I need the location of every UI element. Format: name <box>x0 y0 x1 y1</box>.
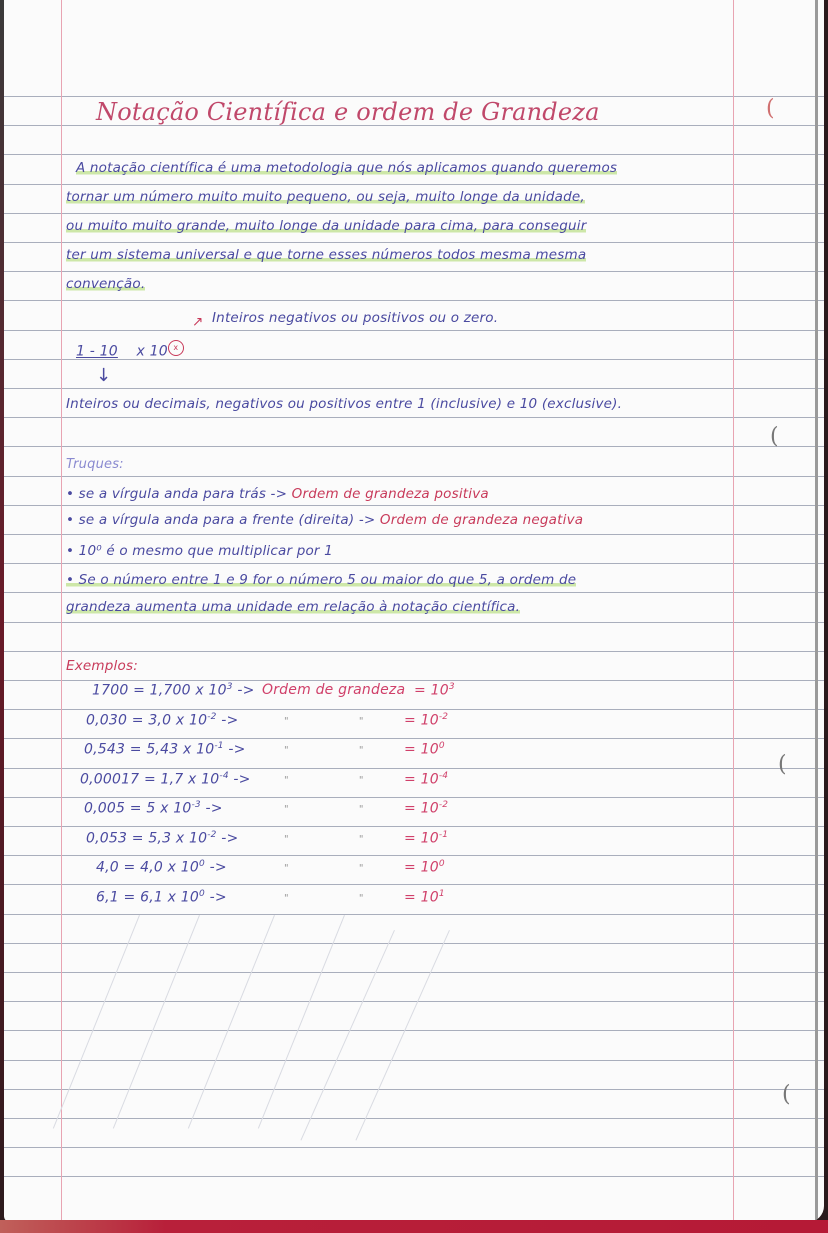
rule-line <box>4 855 824 856</box>
tip-result: Ordem de grandeza positiva <box>291 486 489 502</box>
ditto-marks: " " <box>284 804 364 815</box>
rule-line <box>4 1118 824 1119</box>
example-scientific: 6,1 x 10 <box>140 889 199 906</box>
order-of-magnitude: = $10^1$ <box>404 889 445 906</box>
mantissa-note: Inteiros ou decimais, negativos ou positivos entre 1 (inclusive) e 10 (exclusive). <box>66 396 623 412</box>
order-of-magnitude: = $10^{-1}$ <box>404 830 449 847</box>
page-bottom-edge <box>0 1220 828 1233</box>
rule-line <box>4 914 824 915</box>
tip-item: • Se o número entre 1 e 9 for o número 5 ou maior do que 5, a ordem de <box>66 572 577 588</box>
rule-line <box>4 242 824 243</box>
order-of-magnitude: = $10^{-2}$ <box>404 712 449 729</box>
rule-line <box>4 1176 824 1177</box>
ditto-marks: " " <box>284 893 364 904</box>
arrow-right-icon: ↗ <box>192 314 204 330</box>
faint-diagonal-line <box>188 915 275 1129</box>
intro-line: ter um sistema universal e que torne esses números todos mesma mesma <box>66 247 587 263</box>
faint-diagonal-line <box>258 915 345 1129</box>
example-sci-exponent: 0 <box>198 859 205 869</box>
ditto-marks: " " <box>284 745 364 756</box>
rule-line <box>4 1030 824 1031</box>
example-number: 1700 <box>92 682 129 699</box>
right-margin-line <box>733 0 734 1222</box>
example-number: 0,005 <box>84 800 126 817</box>
rule-line <box>4 738 824 739</box>
tips-heading: Truques: <box>66 457 124 472</box>
example-row: 6,1 = 6,1 x $10^0$ -> <box>96 889 227 906</box>
rule-line <box>4 768 824 769</box>
ditto-marks: " " <box>284 775 364 786</box>
order-of-magnitude: = $10^{-2}$ <box>404 800 449 817</box>
formula-mantissa: 1 - 10 <box>76 343 118 360</box>
formula <box>76 340 184 360</box>
rule-line <box>4 680 824 681</box>
tip-item: • se a vírgula anda para trás -> Ordem de grandeza positiva <box>66 486 489 502</box>
example-row: 0,543 = 5,43 x $10^{-1}$ -> <box>84 741 246 758</box>
rule-line <box>4 651 824 652</box>
example-row: 4,0 = 4,0 x $10^0$ -> <box>96 859 227 876</box>
intro-line: convenção. <box>66 276 146 292</box>
ditto-marks: " " <box>284 716 364 727</box>
order-of-magnitude: = $10^3$ <box>414 682 455 699</box>
example-row: 0,00017 = 1,7 x $10^{-4}$ -> <box>80 771 251 788</box>
example-row: 0,030 = 3,0 x $10^{-2}$ -> <box>86 712 239 729</box>
example-number: 0,00017 <box>80 771 140 788</box>
faint-diagonal-line <box>355 930 449 1141</box>
example-scientific: 5 x 10 <box>146 800 192 817</box>
margin-mark: ( <box>766 96 775 121</box>
rule-line <box>4 534 824 535</box>
example-scientific: 3,0 x 10 <box>148 712 208 729</box>
intro-line: A notação científica é uma metodologia que nós aplicamos quando queremos <box>76 160 618 176</box>
arrow-down-icon: ↓ <box>96 365 112 386</box>
example-number: 6,1 <box>96 889 119 906</box>
example-scientific: 1,700 x 10 <box>149 682 227 699</box>
example-number: 0,543 <box>84 741 126 758</box>
rule-line <box>4 797 824 798</box>
page-title: Notação Científica e ordem de Grandeza <box>96 98 600 126</box>
rule-line <box>4 505 824 506</box>
example-row: 0,005 = 5 x $10^{-3}$ -> <box>84 800 223 817</box>
rule-line <box>4 184 824 185</box>
example-sci-exponent: 3 <box>226 682 233 692</box>
rule-line <box>4 563 824 564</box>
order-of-magnitude: = $10^{-4}$ <box>404 771 449 788</box>
ditto-marks: " " <box>284 863 364 874</box>
rule-line <box>4 330 824 331</box>
formula-exponent: x <box>168 340 184 356</box>
rule-line <box>4 1060 824 1061</box>
rule-line <box>4 388 824 389</box>
rule-line <box>4 972 824 973</box>
tip-result: Ordem de grandeza negativa <box>379 512 584 528</box>
rule-line <box>4 446 824 447</box>
notebook-page <box>4 0 824 1222</box>
order-of-magnitude: = $10^0$ <box>404 741 445 758</box>
example-sci-exponent: 0 <box>198 889 205 899</box>
example-sci-exponent: -3 <box>191 800 201 810</box>
rule-line <box>4 1001 824 1002</box>
order-of-magnitude: = $10^0$ <box>404 859 445 876</box>
faint-diagonal-line <box>300 930 394 1141</box>
example-scientific: 5,3 x 10 <box>148 830 208 847</box>
example-sci-exponent: -2 <box>207 830 217 840</box>
tip-item: • 10⁰ é o mesmo que multiplicar por 1 <box>66 543 333 559</box>
rule-line <box>4 417 824 418</box>
tip-item: • se a vírgula anda para a frente (direita) -> Ordem de grandeza negativa <box>66 512 584 528</box>
rule-line <box>4 1147 824 1148</box>
rule-line <box>4 213 824 214</box>
example-sci-exponent: -4 <box>219 771 229 781</box>
binding-edge <box>815 0 818 1222</box>
example-number: 0,053 <box>86 830 128 847</box>
tip-continuation: grandeza aumenta uma unidade em relação à notação científica. <box>66 599 521 615</box>
rule-line <box>4 154 824 155</box>
rule-line <box>4 96 824 97</box>
example-scientific: 4,0 x 10 <box>140 859 199 876</box>
intro-line: ou muito muito grande, muito longe da unidade para cima, para conseguir <box>66 218 587 234</box>
examples-heading: Exemplos: <box>66 658 138 674</box>
rule-line <box>4 476 824 477</box>
example-sci-exponent: -1 <box>214 741 224 751</box>
intro-line: tornar um número muito muito pequeno, ou seja, muito longe da unidade, <box>66 189 585 205</box>
rule-line <box>4 300 824 301</box>
example-row: 1700 = 1,700 x $10^3$ -> <box>92 682 255 699</box>
left-margin-line <box>61 0 62 1222</box>
margin-mark: ( <box>770 424 779 449</box>
rule-line <box>4 271 824 272</box>
margin-mark: ( <box>782 1082 791 1107</box>
example-scientific: 5,43 x 10 <box>146 741 215 758</box>
example-number: 4,0 <box>96 859 119 876</box>
exponent-note: Inteiros negativos ou positivos ou o zero. <box>212 310 499 326</box>
margin-mark: ( <box>778 752 787 777</box>
rule-line <box>4 826 824 827</box>
rule-line <box>4 709 824 710</box>
example-row: 0,053 = 5,3 x $10^{-2}$ -> <box>86 830 239 847</box>
rule-line <box>4 622 824 623</box>
rule-line <box>4 592 824 593</box>
example-sci-exponent: -2 <box>207 712 217 722</box>
order-label: Ordem de grandeza <box>262 682 406 698</box>
example-scientific: 1,7 x 10 <box>160 771 220 788</box>
faint-diagonal-line <box>53 915 140 1129</box>
formula-times: x 10 <box>136 343 168 360</box>
example-number: 0,030 <box>86 712 128 729</box>
rule-line <box>4 884 824 885</box>
ditto-marks: " " <box>284 834 364 845</box>
